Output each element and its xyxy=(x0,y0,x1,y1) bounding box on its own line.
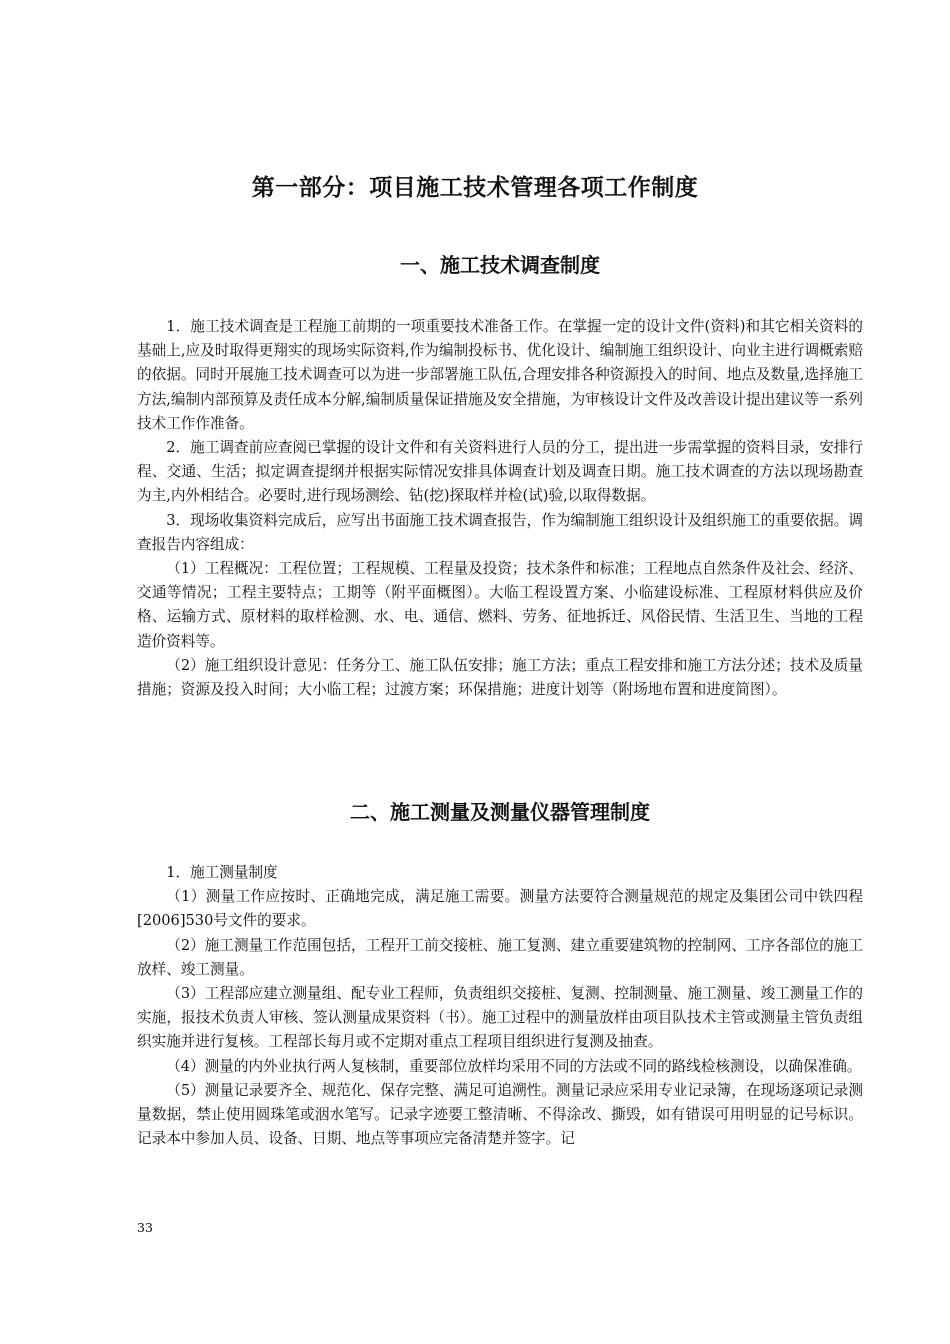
part-title: 第一部分：项目施工技术管理各项工作制度 xyxy=(251,174,699,201)
paragraph: （4）测量的内外业执行两人复核制，重要部位放样均采用不同的方法或不同的路线检核测设，以确保准确。 xyxy=(166,1057,862,1075)
paragraph: （2）施工组织设计意见：任务分工、施工队伍安排；施工方法；重点工程安排和施工方法分述；技术及质量措施；资源及投入时间；大小临工程；过渡方案；环保措施；进度计划等（附场地布置和进度简图）。 xyxy=(137,656,863,699)
paragraph: （1）工程概况：工程位置；工程规模、工程量及投资；技术条件和标准；工程地点自然条件及社会、经济、交通等情况；工程主要特点；工期等（附平面概图）。大临工程设置方案、小临建设标准、工程原材料供应及价格、运输方式、原材料的取样检测、水、电、通信、燃料、劳务、征地拆迁、风俗民情、生活卫生、当地的工程造价资料等。 xyxy=(137,560,863,650)
paragraph: （5）测量记录要齐全、规范化、保存完整、满足可追溯性。测量记录应采用专业记录簿，在现场逐项记录测量数据，禁止使用圆珠笔或洇水笔写。记录字迹要工整清晰、不得涂改、撕毁，如有错误可用明显的记号标识。记录本中参加人员、设备、日期、地点等事项应完备清楚并签字。记 xyxy=(137,1081,863,1148)
section-title-survey-instruments: 二、施工测量及测量仪器管理制度 xyxy=(350,800,650,824)
page-number: 33 xyxy=(137,1220,153,1235)
paragraph: （2）施工测量工作范围包括，工程开工前交接桩、施工复测、建立重要建筑物的控制网、工序各部位的施工放样、竣工测量。 xyxy=(137,936,863,978)
paragraph: 2．施工调查前应查阅已掌握的设计文件和有关资料进行人员的分工，提出进一步需掌握的资料目录，安排行程、交通、生活；拟定调查提纲并根据实际情况安排具体调查计划及调查日期。施工技术调查的方法以现场勘查为主,内外相结合。必要时,进行现场测绘、钻(挖)探取样并检(试)验,以取得数据。 xyxy=(137,439,863,505)
paragraph: 1．施工技术调查是工程施工前期的一项重要技术准备工作。在掌握一定的设计文件(资料)和其它相关资料的基础上,应及时取得更翔实的现场实际资料,作为编制投标书、优化设计、编制施工组织设计、向业主进行调概索赔的依据。同时开展施工技术调查可以为进一步部署施工队伍,合理安排各种资源投入的时间、地点及数量,选择施工方法,编制内部预算及责任成本分解,编制质量保证措施及安全措施，为审核设计文件及改善设计提出建议等一系列技术工作作准备。 xyxy=(137,318,863,432)
section-title-technical-survey: 一、施工技术调查制度 xyxy=(400,253,600,277)
section-body-technical-survey xyxy=(137,315,863,702)
paragraph: 3．现场收集资料完成后，应写出书面施工技术调查报告，作为编制施工组织设计及组织施工的重要依据。调查报告内容组成： xyxy=(137,511,863,553)
paragraph: 1．施工测量制度 xyxy=(166,864,278,881)
paragraph: （1）测量工作应按时、正确地完成，满足施工需要。测量方法要符合测量规范的规定及集团公司中铁四程[2006]530号文件的要求。 xyxy=(137,888,863,930)
paragraph: （3）工程部应建立测量组、配专业工程师，负责组织交接桩、复测、控制测量、施工测量、竣工测量工作的实施，报技术负责人审核、签认测量成果资料（书）。施工过程中的测量放样由项目队技术主管或测量主管负责组织实施并进行复核。工程部长每月或不定期对重点工程项目组织进行复测及抽查。 xyxy=(137,985,863,1051)
section-body-survey-instruments xyxy=(137,861,863,1151)
